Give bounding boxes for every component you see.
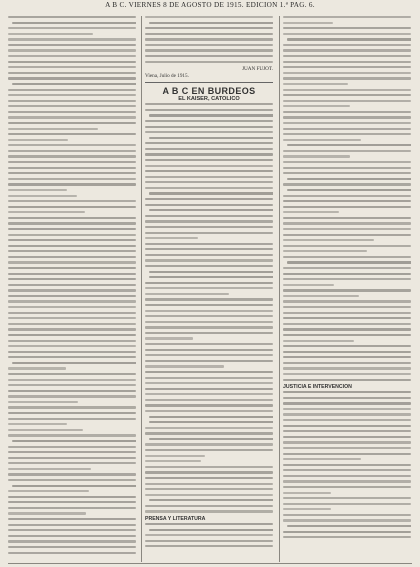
text-line [145, 176, 273, 178]
text-line [8, 323, 136, 325]
text-line [283, 458, 361, 460]
text-line [145, 148, 273, 150]
text-line [283, 441, 411, 443]
text-line [145, 187, 273, 189]
text-line [283, 217, 411, 219]
text-line [145, 360, 273, 362]
text-line [8, 406, 136, 408]
text-line [283, 55, 411, 57]
column-1-text [8, 16, 136, 554]
text-line [8, 44, 136, 46]
text-line [8, 373, 136, 375]
text-line [283, 469, 411, 471]
text-line [145, 165, 273, 167]
text-line [8, 462, 136, 464]
text-line [283, 289, 411, 291]
text-line [145, 382, 273, 384]
text-line [8, 200, 136, 202]
text-line [149, 22, 273, 24]
text-line [8, 434, 136, 436]
text-line [8, 239, 136, 241]
text-line [8, 128, 98, 130]
text-line [8, 395, 136, 397]
text-line [145, 332, 273, 334]
text-line [283, 122, 411, 124]
text-line [145, 315, 273, 317]
text-line [8, 116, 136, 118]
text-line [8, 33, 93, 35]
text-line [149, 114, 273, 116]
text-line [145, 120, 273, 122]
text-line [8, 228, 136, 230]
text-line [12, 440, 136, 442]
text-line [8, 27, 136, 29]
text-line [8, 122, 136, 124]
text-line [8, 507, 136, 509]
text-line [283, 312, 411, 314]
text-line [149, 192, 273, 194]
column-divider [279, 16, 280, 562]
text-line [145, 326, 273, 328]
text-line [8, 446, 136, 448]
text-line [8, 306, 136, 308]
text-line [8, 351, 136, 353]
text-line [283, 89, 411, 91]
text-line [145, 248, 273, 250]
text-line [8, 211, 85, 213]
text-line [283, 128, 411, 130]
text-line [8, 94, 136, 96]
text-line [145, 488, 273, 490]
text-line [283, 408, 411, 410]
text-line [8, 273, 136, 275]
text-line [8, 256, 136, 258]
text-line [8, 267, 136, 269]
text-line [8, 155, 136, 157]
text-line [8, 77, 136, 79]
text-line [283, 531, 411, 533]
text-line [283, 155, 350, 157]
text-line [8, 401, 78, 403]
text-line [145, 523, 273, 525]
text-line [12, 362, 136, 364]
text-line [8, 89, 136, 91]
text-line [145, 427, 273, 429]
text-line [145, 259, 273, 261]
text-line [8, 133, 136, 135]
text-line [145, 220, 273, 222]
text-line [8, 501, 136, 503]
text-line [8, 312, 136, 314]
text-line [12, 485, 136, 487]
text-line [145, 103, 273, 105]
text-line [283, 94, 411, 96]
text-line [283, 306, 411, 308]
text-line [145, 38, 273, 40]
text-line [8, 518, 136, 520]
text-line [8, 334, 136, 336]
text-line [8, 183, 136, 185]
text-line [8, 222, 136, 224]
text-line [145, 237, 198, 239]
text-line [283, 245, 411, 247]
text-line [8, 289, 136, 291]
text-line [283, 295, 359, 297]
text-line [145, 545, 273, 547]
text-line [8, 345, 136, 347]
text-line [283, 211, 339, 213]
text-line [145, 471, 273, 473]
text-line [149, 421, 273, 423]
text-line [149, 499, 273, 501]
text-line [8, 468, 91, 470]
text-line [283, 334, 411, 336]
text-line [283, 373, 411, 375]
column-3-text-top [283, 16, 411, 381]
text-line [145, 432, 273, 434]
text-line [149, 529, 273, 531]
text-line [283, 256, 411, 258]
text-line [8, 16, 136, 18]
text-line [145, 534, 273, 536]
text-line [8, 261, 136, 263]
text-line [8, 418, 136, 420]
text-line [8, 66, 136, 68]
text-line [145, 254, 273, 256]
text-line [145, 109, 273, 111]
text-line [8, 457, 136, 459]
text-line [145, 226, 273, 228]
article-headline: A B C EN BURDEOS [162, 86, 256, 97]
text-line [8, 150, 136, 152]
text-line [283, 33, 411, 35]
text-line [283, 278, 411, 280]
text-line [283, 497, 411, 499]
text-line [283, 323, 411, 325]
text-line [287, 38, 411, 40]
text-line [283, 111, 411, 113]
text-line [145, 371, 273, 373]
text-line [149, 271, 273, 273]
text-line [283, 519, 411, 521]
column-1 [8, 16, 136, 564]
text-line [8, 49, 136, 51]
text-line [283, 475, 411, 477]
column-2-text-top [145, 16, 273, 63]
column-2 [145, 16, 273, 564]
text-line [283, 267, 411, 269]
text-line [283, 351, 411, 353]
text-line [145, 293, 229, 295]
text-line [8, 72, 136, 74]
signature: JUAN FUJOT. [241, 66, 273, 73]
text-line [12, 83, 136, 85]
text-line [283, 222, 411, 224]
text-line [283, 234, 411, 236]
column-2-text-body [145, 103, 273, 512]
text-line [145, 505, 273, 507]
text-line [8, 540, 136, 542]
text-line [145, 393, 273, 395]
text-line [283, 300, 411, 302]
text-line [283, 447, 411, 449]
text-line [283, 195, 411, 197]
text-line [8, 512, 86, 514]
text-line [283, 397, 411, 399]
text-line [145, 349, 273, 351]
text-line [283, 430, 411, 432]
text-line [145, 49, 273, 51]
text-line [283, 492, 331, 494]
text-line [8, 55, 136, 57]
text-line [145, 33, 273, 35]
text-line [145, 310, 273, 312]
text-line [145, 16, 273, 18]
text-line [145, 159, 273, 161]
column-3-text-bottom [283, 391, 411, 538]
text-line [283, 49, 411, 51]
article-byline: EL KAISER, CATOLICO [178, 96, 240, 103]
text-line [145, 153, 273, 155]
text-line [145, 287, 273, 289]
text-line [8, 161, 136, 163]
text-line [8, 552, 136, 554]
text-line [8, 61, 136, 63]
text-line [145, 404, 273, 406]
section-heading: JUSTICIA E INTERVENCION [283, 384, 352, 391]
text-line [8, 535, 136, 537]
text-line [8, 529, 136, 531]
text-line [145, 449, 273, 451]
text-line [283, 503, 411, 505]
text-line [145, 55, 273, 57]
text-line [149, 276, 273, 278]
text-line [287, 261, 411, 263]
text-line [149, 209, 273, 211]
text-line [8, 356, 136, 358]
text-line [145, 410, 273, 412]
text-line [145, 399, 273, 401]
text-line [145, 243, 273, 245]
text-line [283, 464, 411, 466]
text-line [145, 142, 273, 144]
text-line [283, 167, 411, 169]
text-line [145, 354, 273, 356]
text-line [145, 388, 273, 390]
text-line [283, 139, 361, 141]
text-line [283, 77, 411, 79]
text-line [283, 514, 411, 516]
text-line [283, 356, 411, 358]
text-line [145, 126, 273, 128]
text-line [145, 455, 205, 457]
text-line [8, 317, 136, 319]
text-line [8, 217, 136, 219]
section-heading: PRENSA Y LITERATURA [145, 515, 206, 522]
text-line [145, 343, 273, 345]
text-line [145, 204, 273, 206]
text-line [145, 298, 273, 300]
text-line [145, 337, 193, 339]
text-line [8, 206, 136, 208]
text-line [145, 477, 273, 479]
text-line [145, 304, 273, 306]
text-line [283, 27, 411, 29]
text-line [283, 83, 348, 85]
text-line [149, 137, 273, 139]
text-line [283, 362, 411, 364]
text-line [8, 250, 136, 252]
text-line [8, 178, 136, 180]
text-line [283, 402, 411, 404]
text-line [12, 22, 136, 24]
text-line [145, 170, 273, 172]
text-line [145, 483, 273, 485]
text-line [283, 480, 411, 482]
text-line [8, 379, 136, 381]
text-line [283, 172, 411, 174]
text-line [8, 278, 136, 280]
text-line [8, 423, 67, 425]
text-line [8, 234, 136, 236]
text-line [145, 540, 273, 542]
text-line [283, 345, 411, 347]
text-line [283, 273, 411, 275]
text-line [8, 295, 136, 297]
text-line [283, 328, 411, 330]
text-line [149, 416, 273, 418]
column-3 [283, 16, 411, 564]
text-line [145, 44, 273, 46]
text-line [287, 178, 411, 180]
text-line [8, 328, 136, 330]
text-line [283, 436, 411, 438]
text-line [283, 116, 411, 118]
text-line [283, 161, 411, 163]
text-line [283, 228, 411, 230]
text-line [283, 453, 411, 455]
text-line [8, 100, 136, 102]
text-line [8, 111, 136, 113]
dateline: Viena, Julio de 1915. [145, 73, 189, 80]
text-line [283, 486, 411, 488]
text-line [283, 105, 350, 107]
text-line [283, 340, 354, 342]
text-line [8, 195, 77, 197]
column-divider [141, 16, 142, 562]
footer-rule [8, 563, 412, 564]
text-line [8, 451, 136, 453]
text-line [283, 413, 411, 415]
text-line [8, 340, 136, 342]
text-line [283, 367, 411, 369]
text-line [145, 198, 273, 200]
text-line [8, 38, 136, 40]
text-line [145, 443, 273, 445]
page-header: A B C. VIERNES 8 DE AGOSTO DE 1915. EDICION 1.ª PAG. 6. [105, 1, 315, 9]
text-line [8, 172, 136, 174]
text-line [283, 536, 411, 538]
text-line [283, 150, 411, 152]
text-line [8, 546, 136, 548]
text-line [287, 144, 411, 146]
column-2-text-bottom [145, 523, 273, 548]
text-line [8, 167, 136, 169]
text-line [8, 496, 136, 498]
text-line [145, 466, 273, 468]
text-line [8, 300, 136, 302]
text-line [145, 510, 273, 512]
text-line [283, 133, 411, 135]
text-line [145, 377, 273, 379]
text-line [145, 321, 273, 323]
text-line [8, 524, 136, 526]
text-line [8, 412, 136, 414]
text-line [145, 494, 273, 496]
text-line [145, 27, 273, 29]
text-line [145, 181, 273, 183]
text-line [283, 419, 411, 421]
text-line [283, 61, 411, 63]
text-line [8, 473, 136, 475]
text-line [8, 144, 136, 146]
text-line [145, 232, 273, 234]
text-line [283, 66, 411, 68]
text-line [145, 215, 273, 217]
text-line [283, 250, 367, 252]
text-line [8, 245, 136, 247]
text-line [8, 367, 66, 369]
text-line [283, 317, 411, 319]
text-line [145, 365, 224, 367]
text-line [283, 379, 411, 381]
text-line [283, 22, 333, 24]
text-line [145, 61, 273, 63]
text-line [283, 239, 374, 241]
text-line [8, 384, 136, 386]
text-line [283, 206, 411, 208]
text-line [145, 265, 273, 267]
divider [145, 82, 273, 83]
text-line [283, 44, 411, 46]
text-line [8, 284, 136, 286]
text-line [287, 525, 411, 527]
text-line [8, 479, 136, 481]
text-line [149, 438, 273, 440]
text-line [8, 390, 136, 392]
text-line [8, 490, 89, 492]
text-line [283, 200, 411, 202]
text-line [283, 284, 334, 286]
text-line [8, 139, 68, 141]
text-line [145, 460, 201, 462]
text-line [145, 131, 273, 133]
text-line [283, 425, 411, 427]
text-line [283, 508, 331, 510]
text-line [287, 189, 411, 191]
text-line [283, 391, 411, 393]
text-line [8, 189, 67, 191]
text-line [283, 100, 411, 102]
text-line [283, 16, 411, 18]
text-line [145, 282, 273, 284]
text-line [283, 183, 411, 185]
text-line [8, 429, 83, 431]
text-line [283, 72, 411, 74]
text-line [8, 105, 136, 107]
